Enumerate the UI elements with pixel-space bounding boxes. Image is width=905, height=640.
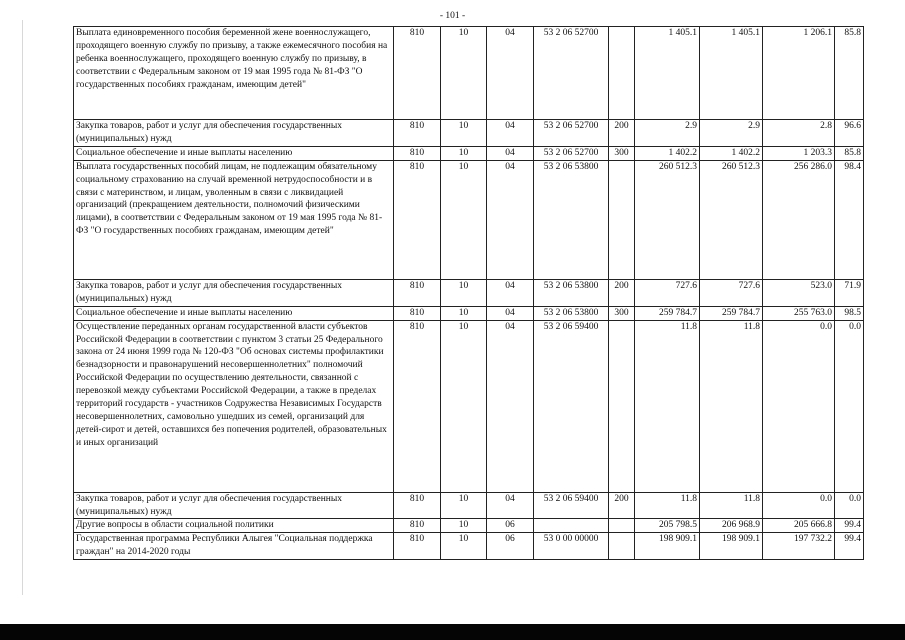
article-code: 53 2 06 53800 (534, 160, 609, 279)
value-1: 259 784.7 (635, 306, 700, 320)
value-1: 1 405.1 (635, 27, 700, 120)
scan-edge-rule (22, 20, 23, 595)
value-3: 255 763.0 (763, 306, 835, 320)
value-3: 2.8 (763, 120, 835, 147)
ministry-code: 810 (394, 120, 441, 147)
execution-percent: 96.6 (835, 120, 864, 147)
execution-percent: 99.4 (835, 519, 864, 533)
ministry-code: 810 (394, 533, 441, 560)
budget-table (73, 26, 864, 560)
value-3: 1 203.3 (763, 146, 835, 160)
section-code: 10 (441, 279, 487, 306)
table-row (74, 320, 864, 492)
subsection-code: 04 (487, 120, 534, 147)
row-name: Осуществление переданных органам государственной власти субъектов Российской Федерации в соответствии с пунктом 3 статьи 25 Федерального закона от 24 июня 1999 года № 120-ФЗ "Об основах системы профилактики безнадзорности и правонарушений несовершеннолетних" полномочий Российской Федерации по осуществлению деятельности, связанной с перевозкой между субъектами Российской Федерации, а также в пределах территорий государств - участников Содружества Независимых Государств несовершеннолетних, самовольно ушедших из семей, организаций для детей-сирот и детей, оставшихся без попечения родителей, образовательных и иных организаций (74, 320, 394, 492)
section-code: 10 (441, 160, 487, 279)
row-name: Другие вопросы в области социальной политики (74, 519, 394, 533)
section-code: 10 (441, 320, 487, 492)
table-row (74, 146, 864, 160)
value-2: 259 784.7 (700, 306, 763, 320)
value-3: 0.0 (763, 320, 835, 492)
ministry-code: 810 (394, 519, 441, 533)
section-code: 10 (441, 27, 487, 120)
page-number: - 101 - (439, 11, 466, 21)
row-name: Выплата единовременного пособия беременной жене военнослужащего, проходящего военную службу по призыву, а также ежемесячного пособия на ребенка военнослужащего, проходящего военную службу по призыву, в соответствии с Федеральным законом от 19 мая 1995 года № 81-ФЗ "О государственных пособиях гражданам, имеющим детей" (74, 27, 394, 120)
row-name: Закупка товаров, работ и услуг для обеспечения государственных (муниципальных) нужд (74, 492, 394, 519)
section-code: 10 (441, 492, 487, 519)
value-1: 198 909.1 (635, 533, 700, 560)
value-1: 205 798.5 (635, 519, 700, 533)
value-3: 256 286.0 (763, 160, 835, 279)
ministry-code: 810 (394, 146, 441, 160)
article-code: 53 2 06 59400 (534, 320, 609, 492)
expense-type-code: 300 (609, 306, 635, 320)
value-3: 205 666.8 (763, 519, 835, 533)
table-row (74, 160, 864, 279)
article-code: 53 0 00 00000 (534, 533, 609, 560)
value-3: 523.0 (763, 279, 835, 306)
table-row (74, 306, 864, 320)
article-code: 53 2 06 52700 (534, 120, 609, 147)
subsection-code: 04 (487, 160, 534, 279)
value-2: 11.8 (700, 320, 763, 492)
section-code: 10 (441, 519, 487, 533)
expense-type-code (609, 160, 635, 279)
value-2: 1 405.1 (700, 27, 763, 120)
value-2: 206 968.9 (700, 519, 763, 533)
article-code: 53 2 06 59400 (534, 492, 609, 519)
section-code: 10 (441, 120, 487, 147)
article-code: 53 2 06 53800 (534, 279, 609, 306)
value-2: 1 402.2 (700, 146, 763, 160)
row-name: Социальное обеспечение и иные выплаты населению (74, 146, 394, 160)
execution-percent: 0.0 (835, 320, 864, 492)
table-row (74, 492, 864, 519)
execution-percent: 98.4 (835, 160, 864, 279)
table-row (74, 27, 864, 120)
article-code (534, 519, 609, 533)
expense-type-code: 200 (609, 492, 635, 519)
scan-bottom-border (0, 624, 905, 640)
value-1: 11.8 (635, 320, 700, 492)
section-code: 10 (441, 146, 487, 160)
expense-type-code (609, 519, 635, 533)
execution-percent: 0.0 (835, 492, 864, 519)
value-2: 11.8 (700, 492, 763, 519)
row-name: Государственная программа Республики Алыгея "Социальная поддержка граждан" на 2014-2020 годы (74, 533, 394, 560)
subsection-code: 04 (487, 27, 534, 120)
expense-type-code (609, 320, 635, 492)
value-2: 260 512.3 (700, 160, 763, 279)
subsection-code: 04 (487, 146, 534, 160)
execution-percent: 85.8 (835, 146, 864, 160)
value-3: 1 206.1 (763, 27, 835, 120)
ministry-code: 810 (394, 306, 441, 320)
value-1: 260 512.3 (635, 160, 700, 279)
ministry-code: 810 (394, 492, 441, 519)
expense-type-code (609, 27, 635, 120)
table-row (74, 533, 864, 560)
ministry-code: 810 (394, 279, 441, 306)
subsection-code: 04 (487, 306, 534, 320)
expense-type-code: 200 (609, 279, 635, 306)
ministry-code: 810 (394, 27, 441, 120)
subsection-code: 06 (487, 519, 534, 533)
section-code: 10 (441, 306, 487, 320)
subsection-code: 04 (487, 279, 534, 306)
value-1: 1 402.2 (635, 146, 700, 160)
ministry-code: 810 (394, 160, 441, 279)
value-1: 727.6 (635, 279, 700, 306)
row-name: Закупка товаров, работ и услуг для обеспечения государственных (муниципальных) нужд (74, 120, 394, 147)
expense-type-code: 200 (609, 120, 635, 147)
value-3: 0.0 (763, 492, 835, 519)
value-2: 2.9 (700, 120, 763, 147)
expense-type-code (609, 533, 635, 560)
value-1: 2.9 (635, 120, 700, 147)
execution-percent: 98.5 (835, 306, 864, 320)
value-1: 11.8 (635, 492, 700, 519)
row-name: Закупка товаров, работ и услуг для обеспечения государственных (муниципальных) нужд (74, 279, 394, 306)
subsection-code: 06 (487, 533, 534, 560)
table-row (74, 519, 864, 533)
execution-percent: 71.9 (835, 279, 864, 306)
ministry-code: 810 (394, 320, 441, 492)
value-3: 197 732.2 (763, 533, 835, 560)
row-name: Выплата государственных пособий лицам, не подлежащим обязательному социальному страхованию на случай временной нетрудоспособности и в связи с материнством, и лицам, уволенным в связи с ликвидацией организаций (прекращением деятельности, полномочий физическими лицами), в соответствии с Федеральным законом от 19 мая 1995 года № 81-ФЗ "О государственных пособиях гражданам, имеющим детей" (74, 160, 394, 279)
article-code: 53 2 06 52700 (534, 27, 609, 120)
expense-type-code: 300 (609, 146, 635, 160)
value-2: 727.6 (700, 279, 763, 306)
value-2: 198 909.1 (700, 533, 763, 560)
execution-percent: 99.4 (835, 533, 864, 560)
subsection-code: 04 (487, 320, 534, 492)
table-row (74, 120, 864, 147)
execution-percent: 85.8 (835, 27, 864, 120)
subsection-code: 04 (487, 492, 534, 519)
article-code: 53 2 06 53800 (534, 306, 609, 320)
section-code: 10 (441, 533, 487, 560)
article-code: 53 2 06 52700 (534, 146, 609, 160)
row-name: Социальное обеспечение и иные выплаты населению (74, 306, 394, 320)
table-row (74, 279, 864, 306)
